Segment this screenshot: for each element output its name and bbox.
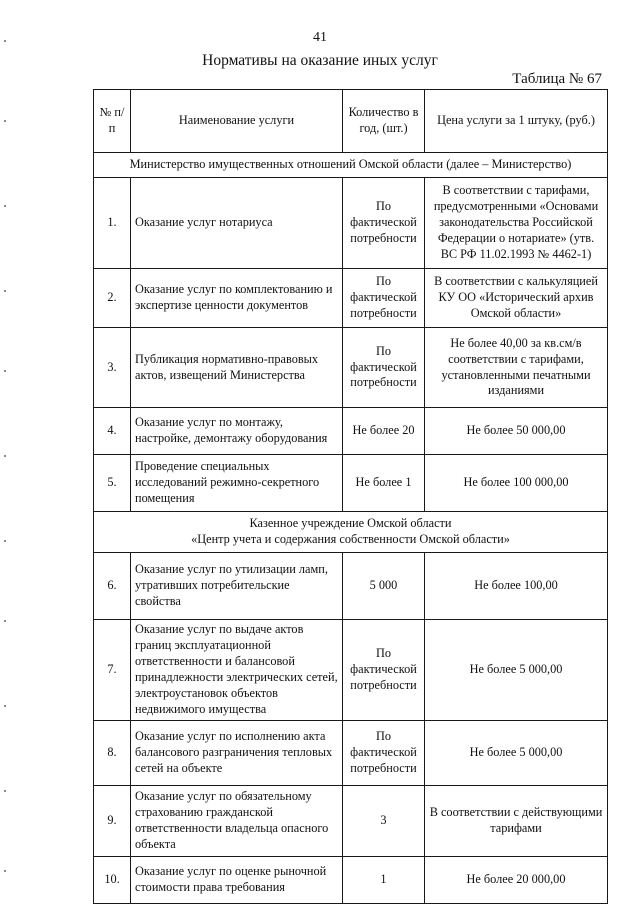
price: Не более 50 000,00: [425, 408, 608, 455]
table-row: [94, 178, 608, 269]
table-row: [94, 553, 608, 620]
service-name: Оказание услуг по исполнению акта балансового разграничения тепловых сетей на объекте: [131, 721, 343, 786]
table-label: Таблица № 67: [512, 71, 602, 87]
service-name: Оказание услуг по монтажу, настройке, демонтажу оборудования: [131, 408, 343, 455]
table-row: [94, 408, 608, 455]
section-ministry-label: Министерство имущественных отношений Омской области (далее – Министерство): [94, 153, 608, 178]
header-price: Цена услуги за 1 штуку, (руб.): [425, 90, 608, 153]
header-name: Наименование услуги: [131, 90, 343, 153]
row-number: 7.: [94, 620, 131, 721]
row-number: 8.: [94, 721, 131, 786]
quantity: По фактической потребности: [343, 328, 425, 408]
price: Не более 100 000,00: [425, 455, 608, 512]
row-number: 5.: [94, 455, 131, 512]
row-number: 9.: [94, 786, 131, 857]
price: Не более 40,00 за кв.см/в соответствии с тарифами, установленными печатными изданиями: [425, 328, 608, 408]
service-name: Оказание услуг по комплектованию и экспертизе ценности документов: [131, 269, 343, 328]
section-row-ministry: [94, 153, 608, 178]
service-name: Оказание услуг по утилизации ламп, утративших потребительские свойства: [131, 553, 343, 620]
table-row: [94, 455, 608, 512]
row-number: 1.: [94, 178, 131, 269]
table-row: [94, 328, 608, 408]
price: Не более 20 000,00: [425, 857, 608, 904]
row-number: 2.: [94, 269, 131, 328]
quantity: По фактической потребности: [343, 620, 425, 721]
header-qty: Количество в год, (шт.): [343, 90, 425, 153]
price: В соответствии с тарифами, предусмотренными «Основами законодательства Российской Федерации о нотариате» (утв. ВС РФ 11.02.1993 № 4462-1): [425, 178, 608, 269]
price: Не более 5 000,00: [425, 620, 608, 721]
quantity: Не более 20: [343, 408, 425, 455]
price: Не более 100,00: [425, 553, 608, 620]
quantity: Не более 1: [343, 455, 425, 512]
table-row: [94, 620, 608, 721]
service-name: Оказание услуг нотариуса: [131, 178, 343, 269]
page-number: 41: [313, 30, 327, 45]
table-header-row: [94, 90, 608, 153]
row-number: 3.: [94, 328, 131, 408]
section-row-institution: [94, 512, 608, 553]
table-row: [94, 269, 608, 328]
quantity: 3: [343, 786, 425, 857]
quantity: 1: [343, 857, 425, 904]
table-row: [94, 786, 608, 857]
header-num: № п/п: [94, 90, 131, 153]
quantity: 5 000: [343, 553, 425, 620]
service-name: Оказание услуг по выдаче актов границ эксплуатационной ответственности и балансовой принадлежности электрических сетей, электроустановок объектов недвижимого имущества: [131, 620, 343, 721]
service-name: Оказание услуг по обязательному страхованию гражданской ответственности владельца опасного объекта: [131, 786, 343, 857]
table-row: [94, 721, 608, 786]
quantity: По фактической потребности: [343, 721, 425, 786]
price: В соответствии с действующими тарифами: [425, 786, 608, 857]
table-row: [94, 857, 608, 904]
row-number: 10.: [94, 857, 131, 904]
scan-edge-marks: [4, 0, 8, 905]
services-table: [93, 89, 608, 904]
service-name: Проведение специальных исследований режимно-секретного помещения: [131, 455, 343, 512]
quantity: По фактической потребности: [343, 178, 425, 269]
section-institution-label: [94, 512, 608, 553]
row-number: 4.: [94, 408, 131, 455]
service-name: Публикация нормативно-правовых актов, извещений Министерства: [131, 328, 343, 408]
service-name: Оказание услуг по оценке рыночной стоимости права требования: [131, 857, 343, 904]
section-institution-line2: «Центр учета и содержания собственности Омской области»: [191, 532, 510, 546]
document-title: Нормативы на оказание иных услуг: [202, 52, 438, 69]
quantity: По фактической потребности: [343, 269, 425, 328]
price: Не более 5 000,00: [425, 721, 608, 786]
section-institution-line1: Казенное учреждение Омской области: [249, 516, 452, 531]
row-number: 6.: [94, 553, 131, 620]
price: В соответствии с калькуляцией КУ ОО «Исторический архив Омской области»: [425, 269, 608, 328]
